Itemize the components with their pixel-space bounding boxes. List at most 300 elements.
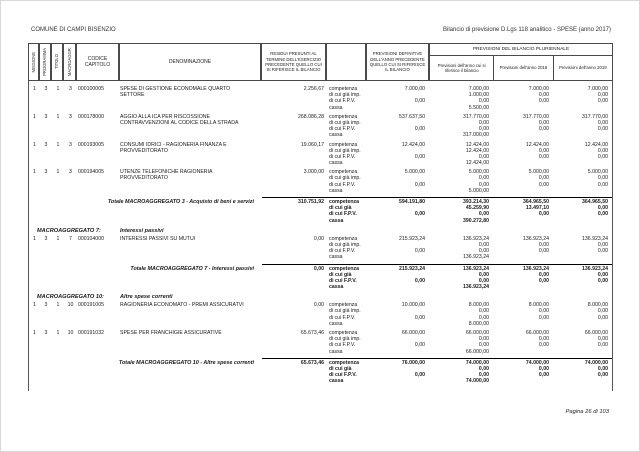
cell-anno-2018-line bbox=[492, 378, 549, 384]
cell-previsioni-definitive-line bbox=[365, 349, 425, 355]
cell-previsioni-definitive-line bbox=[365, 284, 425, 290]
cell-previsioni-definitive-line: 215.923,24 bbox=[399, 265, 425, 272]
cell-previsioni-definitive-line: 0,00 bbox=[414, 248, 425, 255]
cell-anno-2018-line: 136.923,24 bbox=[523, 235, 549, 242]
cell-anno-riferimento-line: 0,00 bbox=[478, 126, 489, 133]
cell-previsioni-definitive-line bbox=[365, 105, 425, 111]
cell-anno-2018-line bbox=[492, 105, 549, 111]
cell-anno-2018-line: 0,00 bbox=[538, 98, 549, 105]
cell-line-labels bbox=[327, 236, 365, 261]
cell-anno-riferimento bbox=[428, 142, 492, 167]
cell-previsioni-definitive bbox=[365, 86, 428, 111]
cell-residui bbox=[262, 330, 327, 355]
cell-anno-riferimento-line: 12.424,00 bbox=[465, 160, 489, 167]
table-header bbox=[28, 43, 613, 81]
cell-anno-riferimento-line: 390.272,80 bbox=[463, 217, 489, 224]
cell-residui-line: 65.673,46 bbox=[300, 359, 324, 366]
total-label: Totale MACROAGGREGATO 3 - Acquisto di beni e servizi bbox=[107, 199, 254, 205]
cell-macroaggregato bbox=[64, 86, 77, 111]
cell-codice-capitolo-value: 000194005 bbox=[78, 169, 104, 176]
cell-missione bbox=[29, 330, 40, 355]
cell-line-labels-line: di cui F.P.V. bbox=[329, 126, 356, 133]
cell-anno-2019-line: 0,00 bbox=[597, 314, 608, 321]
cell-anno-2018-line bbox=[492, 349, 549, 355]
cell-denominazione: UTENZE TELEFONICHE RAGIONERIA PROVVEDITORATO bbox=[120, 169, 213, 182]
cell-residui-line bbox=[262, 254, 324, 260]
cell-line-labels-line: di cui F.P.V. bbox=[329, 372, 357, 379]
cell-residui bbox=[262, 302, 327, 327]
cell-previsioni-definitive-line: 0,00 bbox=[414, 342, 425, 349]
cell-titolo-value: 1 bbox=[56, 302, 60, 309]
cell-residui-line bbox=[262, 160, 324, 166]
cell-previsioni-definitive-line: 0,00 bbox=[414, 153, 425, 160]
cell-residui-line: 2.256,67 bbox=[303, 86, 324, 92]
cell-line-labels-line: di cui F.P.V. bbox=[329, 314, 356, 321]
cell-programma-value: 3 bbox=[44, 330, 48, 336]
cell-anno-riferimento-line: 0,00 bbox=[478, 181, 489, 188]
cell-titolo bbox=[52, 114, 64, 139]
cell-missione-value: 1 bbox=[33, 169, 36, 176]
cell-anno-2018 bbox=[492, 169, 552, 194]
cell-anno-riferimento-line: 136.923,24 bbox=[463, 265, 489, 272]
cell-anno-riferimento-line: 0,00 bbox=[478, 277, 489, 284]
cell-macroaggregato-value: 7 bbox=[69, 235, 72, 242]
cell-previsioni-definitive-line: 76.000,00 bbox=[401, 359, 425, 366]
cell-residui-line bbox=[262, 132, 324, 138]
cell-anno-2018-line bbox=[492, 218, 549, 224]
cell-anno-riferimento-line: 1.000,00 bbox=[468, 92, 489, 99]
cell-titolo bbox=[52, 330, 64, 355]
cell-codice-capitolo-value: 000178000 bbox=[78, 113, 104, 120]
cell-titolo-value: 1 bbox=[56, 141, 60, 148]
cell-codice-capitolo bbox=[77, 114, 120, 139]
cell-line-labels-line: cassa bbox=[329, 378, 344, 385]
cell-programma-value: 3 bbox=[44, 113, 48, 120]
cell-missione-value: 1 bbox=[33, 86, 36, 92]
cell-codice-capitolo bbox=[77, 86, 120, 111]
cell-anno-riferimento-line: 136.923,24 bbox=[463, 235, 489, 242]
cell-residui-line: 0,00 bbox=[313, 265, 324, 272]
cell-missione-value: 1 bbox=[33, 302, 36, 309]
cell-line-labels-line: cassa bbox=[329, 348, 343, 355]
header-macroaggr bbox=[63, 43, 76, 81]
cell-anno-2019-line: 0,00 bbox=[597, 372, 608, 379]
cell-titolo-value: 1 bbox=[56, 113, 60, 120]
cell-anno-2018-line: 317.770,00 bbox=[523, 113, 549, 120]
cell-previsioni-definitive bbox=[365, 236, 428, 261]
cell-anno-riferimento bbox=[428, 114, 492, 139]
cell-residui bbox=[262, 360, 327, 385]
cell-line-labels-line: di cui già bbox=[329, 365, 352, 372]
cell-anno-2019 bbox=[552, 236, 611, 261]
cell-line-labels-line: competenza bbox=[329, 330, 358, 336]
cell-anno-riferimento-line: 66.000,00 bbox=[465, 348, 489, 355]
cell-missione bbox=[29, 142, 40, 167]
cell-anno-2018-line bbox=[492, 188, 549, 194]
total-row bbox=[29, 197, 612, 224]
cell-codice-capitolo-value: 000191032 bbox=[78, 330, 104, 336]
cell-line-labels-line: competenza bbox=[329, 265, 359, 272]
cell-previsioni-definitive-line: 5.000,00 bbox=[404, 169, 425, 176]
cell-anno-2019-line bbox=[552, 254, 608, 260]
cell-missione bbox=[29, 114, 40, 139]
cell-anno-riferimento-line: 0,00 bbox=[478, 336, 489, 343]
cell-anno-riferimento bbox=[428, 86, 492, 111]
cell-anno-2018-line: 364.965,50 bbox=[523, 199, 549, 205]
cell-codice-capitolo bbox=[77, 236, 120, 261]
cell-anno-2019 bbox=[552, 142, 611, 167]
cell-anno-2019-line: 0,00 bbox=[597, 153, 608, 160]
cell-anno-riferimento bbox=[428, 302, 492, 327]
cell-anno-2019-line: 0,00 bbox=[597, 271, 608, 278]
cell-macroaggregato bbox=[64, 330, 77, 355]
cell-previsioni-definitive-line: 0,00 bbox=[414, 126, 425, 133]
macroaggregato-section bbox=[29, 294, 612, 300]
cell-anno-2019-line: 0,00 bbox=[597, 175, 608, 182]
cell-anno-2018-line bbox=[492, 284, 549, 290]
cell-titolo bbox=[52, 169, 64, 194]
cell-line-labels-line: di cui F.P.V. bbox=[329, 248, 356, 255]
cell-line-labels-line: di cui già imp. bbox=[329, 92, 361, 99]
cell-previsioni-definitive-line bbox=[365, 188, 425, 194]
cell-anno-2019-line: 12.424,00 bbox=[584, 141, 608, 148]
cell-anno-riferimento-line: 0,00 bbox=[478, 119, 489, 126]
section-title: Altre spese correnti bbox=[120, 294, 173, 301]
cell-anno-2019 bbox=[552, 330, 611, 355]
cell-programma bbox=[40, 86, 52, 111]
header-anno-2019: Previsioni dell'anno 2019 bbox=[553, 56, 612, 80]
cell-anno-riferimento-line: 5.000,00 bbox=[468, 187, 489, 194]
cell-anno-2018-line: 0,00 bbox=[538, 365, 549, 372]
cell-anno-riferimento-line: 0,00 bbox=[478, 314, 489, 321]
cell-line-labels-line: di cui già imp. bbox=[329, 175, 361, 182]
cell-missione-value: 1 bbox=[33, 235, 36, 242]
cell-anno-riferimento-line: 0,00 bbox=[478, 365, 489, 372]
budget-row bbox=[29, 236, 612, 261]
table-body bbox=[28, 81, 613, 391]
cell-programma bbox=[40, 142, 52, 167]
header-anno-riferimento: Previsioni dell'anno cui si riferisce il bilancio bbox=[437, 62, 486, 73]
cell-line-labels-line: competenza bbox=[329, 86, 358, 92]
cell-anno-2018-line: 66.000,00 bbox=[525, 330, 549, 336]
macroaggregato-section bbox=[29, 228, 612, 234]
cell-previsioni-definitive-line: 10.000,00 bbox=[401, 302, 425, 309]
cell-anno-2018-line: 8.000,00 bbox=[528, 302, 549, 309]
total-label: Totale MACROAGGREGATO 10 - Altre spese correnti bbox=[118, 359, 254, 366]
cell-anno-2019-line: 0,00 bbox=[597, 119, 608, 126]
cell-anno-2018-line bbox=[492, 160, 549, 166]
cell-residui bbox=[262, 142, 327, 167]
cell-anno-2019-line: 0,00 bbox=[597, 365, 608, 372]
cell-line-labels-line: competenza bbox=[329, 235, 358, 242]
section-title: Interessi passivi bbox=[120, 227, 164, 234]
header-missione bbox=[28, 43, 39, 81]
cell-anno-riferimento-line: 5.000,00 bbox=[468, 169, 489, 176]
cell-residui bbox=[262, 236, 327, 261]
cell-codice-capitolo bbox=[77, 302, 120, 327]
cell-codice-capitolo-value: 000191005 bbox=[78, 302, 104, 309]
header-missione-label: MISSIONE bbox=[30, 51, 36, 73]
cell-titolo-value: 1 bbox=[56, 330, 60, 336]
header-anno-2018: Previsioni dell'anno 2018 bbox=[493, 56, 552, 80]
cell-previsioni-definitive bbox=[365, 302, 428, 327]
cell-anno-riferimento-line: 0,00 bbox=[478, 308, 489, 315]
cell-residui bbox=[262, 266, 327, 291]
cell-macroaggregato-value: 3 bbox=[69, 141, 72, 148]
cell-anno-2019 bbox=[552, 114, 611, 139]
cell-macroaggregato bbox=[64, 302, 77, 327]
cell-programma bbox=[40, 236, 52, 261]
cell-residui-line: 0,00 bbox=[313, 302, 324, 309]
cell-anno-riferimento bbox=[428, 169, 492, 194]
cell-anno-riferimento-line: 8.000,00 bbox=[468, 320, 489, 327]
cell-anno-2018-line: 0,00 bbox=[538, 277, 549, 284]
cell-anno-riferimento-line: 74.000,00 bbox=[465, 378, 489, 385]
cell-macroaggregato-value: 3 bbox=[69, 86, 72, 92]
cell-previsioni-definitive-line bbox=[365, 218, 425, 224]
cell-anno-riferimento-line: 0,00 bbox=[478, 342, 489, 349]
section-label: MACROAGGREGATO 7: bbox=[37, 227, 101, 234]
cell-previsioni-definitive-line bbox=[365, 378, 425, 384]
cell-anno-2018 bbox=[492, 266, 552, 291]
cell-anno-2019 bbox=[552, 266, 611, 291]
cell-anno-2019-line: 0,00 bbox=[597, 277, 608, 284]
cell-previsioni-definitive-line: 0,00 bbox=[414, 181, 425, 188]
budget-row bbox=[29, 169, 612, 194]
cell-anno-riferimento bbox=[428, 360, 492, 385]
cell-macroaggregato bbox=[64, 169, 77, 194]
header-denominazione: DENOMINAZIONE bbox=[119, 43, 261, 81]
cell-anno-2019-line: 0,00 bbox=[597, 336, 608, 343]
cell-anno-2018-line: 0,00 bbox=[538, 372, 549, 379]
cell-titolo bbox=[52, 302, 64, 327]
cell-line-labels-line: di cui F.P.V. bbox=[329, 98, 356, 105]
cell-anno-2019-line: 0,00 bbox=[597, 126, 608, 133]
cell-anno-2019-line bbox=[552, 160, 608, 166]
cell-anno-riferimento-line: 393.214,30 bbox=[463, 199, 489, 205]
header-programma-label: PROGRAMMA bbox=[42, 48, 48, 76]
cell-anno-2019-line: 317.770,00 bbox=[582, 113, 608, 120]
cell-line-labels-line: di cui F.P.V. bbox=[329, 342, 356, 349]
cell-residui bbox=[262, 114, 327, 139]
cell-residui-line bbox=[262, 105, 324, 111]
cell-programma bbox=[40, 330, 52, 355]
cell-line-labels-line: cassa bbox=[329, 320, 343, 327]
cell-macroaggregato bbox=[64, 236, 77, 261]
cell-anno-riferimento-line: 66.000,00 bbox=[465, 330, 489, 336]
cell-anno-2018 bbox=[492, 86, 552, 111]
cell-line-labels bbox=[327, 169, 365, 194]
cell-macroaggregato bbox=[64, 142, 77, 167]
cell-anno-2019-line bbox=[552, 349, 608, 355]
cell-residui-line: 268.086,28 bbox=[298, 113, 324, 120]
header-empty bbox=[326, 43, 366, 81]
header-pluriennale-title: PREVISIONI DEL BILANCIO PLURIENNALE bbox=[430, 44, 612, 56]
cell-anno-2018-line: 0,00 bbox=[538, 271, 549, 278]
cell-anno-riferimento-line: 74.000,00 bbox=[465, 359, 489, 366]
cell-anno-2019-line: 0,00 bbox=[597, 205, 608, 212]
cell-codice-capitolo-value: 000104000 bbox=[78, 235, 104, 242]
header-pluriennale-columns bbox=[430, 56, 612, 80]
cell-line-labels-line: cassa bbox=[329, 132, 343, 139]
cell-line-labels-line: di cui F.P.V. bbox=[329, 277, 357, 284]
cell-line-labels-line: competenza bbox=[329, 359, 359, 366]
cell-anno-riferimento-line: 8.000,00 bbox=[468, 302, 489, 309]
total-row bbox=[29, 358, 612, 385]
cell-missione bbox=[29, 169, 40, 194]
cell-anno-2018-line: 0,00 bbox=[538, 92, 549, 99]
cell-previsioni-definitive bbox=[365, 266, 428, 291]
header-codice-capitolo: CODICE CAPITOLO bbox=[76, 43, 119, 81]
cell-denominazione: SPESE DI GESTIONE ECONOMALE QUARTO SETTORE bbox=[120, 86, 231, 98]
cell-anno-2019-line: 0,00 bbox=[597, 342, 608, 349]
budget-row bbox=[29, 330, 612, 355]
header-titolo-label: TITOLO bbox=[54, 54, 60, 70]
cell-previsioni-definitive-line: 215.923,24 bbox=[399, 235, 425, 242]
cell-denominazione: INTERESSI PASSIVI SU MUTUI bbox=[120, 235, 196, 242]
cell-anno-2018 bbox=[492, 236, 552, 261]
cell-titolo bbox=[52, 236, 64, 261]
cell-anno-2019 bbox=[552, 199, 611, 224]
cell-anno-riferimento-line: 5.500,00 bbox=[468, 104, 489, 111]
cell-anno-riferimento bbox=[428, 236, 492, 261]
cell-anno-riferimento-line: 0,00 bbox=[478, 153, 489, 160]
cell-line-labels-line: competenza bbox=[329, 141, 358, 148]
cell-line-labels-line: cassa bbox=[329, 160, 343, 167]
cell-line-labels-line: di cui F.P.V. bbox=[329, 153, 356, 160]
cell-missione-value: 1 bbox=[33, 330, 36, 336]
cell-anno-2019-line: 0,00 bbox=[597, 308, 608, 315]
cell-anno-2018-line: 0,00 bbox=[538, 248, 549, 255]
cell-anno-riferimento-line: 7.000,00 bbox=[468, 86, 489, 92]
cell-previsioni-definitive-line: 0,00 bbox=[414, 372, 425, 379]
cell-anno-2018-line bbox=[492, 254, 549, 260]
cell-previsioni-definitive-line bbox=[365, 254, 425, 260]
cell-titolo bbox=[52, 86, 64, 111]
cell-anno-2018-line: 0,00 bbox=[538, 314, 549, 321]
cell-line-labels-line: di cui già imp. bbox=[329, 336, 361, 343]
cell-programma-value: 3 bbox=[44, 302, 48, 309]
cell-previsioni-definitive bbox=[365, 142, 428, 167]
total-label: Totale MACROAGGREGATO 7 - Interessi passivi bbox=[130, 265, 254, 272]
budget-row bbox=[29, 302, 612, 327]
cell-residui-line: 3.000,00 bbox=[303, 169, 324, 176]
header-residui: RESIDUI PRESUNTI AL TERMINE DELL'ESERCIZIO PRECEDENTE QUELLO CUI SI RIFERISCE IL BILANCIO bbox=[261, 43, 326, 81]
cell-anno-2019 bbox=[552, 169, 611, 194]
cell-anno-2018 bbox=[492, 302, 552, 327]
document-report-title: Bilancio di previsione D.Lgs 118 analitico - SPESE (anno 2017) bbox=[443, 27, 611, 33]
cell-anno-2018-line: 74.000,00 bbox=[525, 359, 549, 366]
cell-anno-riferimento-line: 317.770,00 bbox=[463, 113, 489, 120]
cell-residui-line bbox=[262, 284, 324, 290]
cell-line-labels bbox=[327, 302, 365, 327]
cell-previsioni-definitive bbox=[365, 169, 428, 194]
cell-previsioni-definitive-line: 594.191,80 bbox=[399, 199, 425, 205]
cell-anno-2018 bbox=[492, 360, 552, 385]
cell-anno-2018-line: 0,00 bbox=[538, 119, 549, 126]
budget-row bbox=[29, 86, 612, 111]
cell-programma-value: 3 bbox=[44, 86, 48, 92]
cell-line-labels-line: competenza bbox=[329, 199, 359, 205]
cell-anno-2018-line bbox=[492, 321, 549, 327]
cell-macroaggregato-value: 3 bbox=[69, 113, 72, 120]
header-macroaggr-label: MACROAGGR. bbox=[66, 47, 72, 77]
cell-anno-2019-line: 66.000,00 bbox=[584, 330, 608, 336]
cell-residui bbox=[262, 169, 327, 194]
cell-denominazione: RAGIONERIA ECONOMATO - PREMI ASSICURATVI bbox=[120, 302, 244, 309]
cell-previsioni-definitive bbox=[365, 360, 428, 385]
cell-denominazione: CONSUMI IDRICI - RAGIONERIA FINANZA E PROVVEDITORATO bbox=[120, 141, 227, 154]
cell-denominazione: SPESE PER FRANCHIGIE ASSICURATIVE bbox=[120, 330, 222, 336]
cell-programma bbox=[40, 114, 52, 139]
cell-line-labels-line: cassa bbox=[329, 187, 343, 194]
cell-anno-2018-line: 5.000,00 bbox=[528, 169, 549, 176]
cell-anno-2018-line: 12.424,00 bbox=[525, 141, 549, 148]
cell-programma-value: 3 bbox=[44, 169, 48, 176]
cell-anno-2019-line bbox=[552, 321, 608, 327]
cell-anno-2018-line: 0,00 bbox=[538, 308, 549, 315]
cell-anno-2018-line: 7.000,00 bbox=[528, 86, 549, 92]
cell-anno-2019-line bbox=[552, 378, 608, 384]
cell-anno-riferimento-line: 0,00 bbox=[478, 98, 489, 105]
cell-line-labels-line: di cui F.P.V. bbox=[329, 211, 357, 218]
cell-anno-2019-line: 364.965,50 bbox=[582, 199, 608, 205]
header-titolo bbox=[51, 43, 63, 81]
cell-anno-2019-line bbox=[552, 132, 608, 138]
cell-anno-2018 bbox=[492, 330, 552, 355]
cell-anno-2018-line: 0,00 bbox=[538, 126, 549, 133]
section-label: MACROAGGREGATO 10: bbox=[37, 294, 104, 301]
cell-titolo-value: 1 bbox=[56, 169, 60, 176]
cell-residui-line bbox=[262, 349, 324, 355]
cell-anno-2019 bbox=[552, 86, 611, 111]
total-rule bbox=[262, 264, 612, 265]
cell-line-labels-line: cassa bbox=[329, 217, 344, 224]
document-entity-title: COMUNE DI CAMPI BISENZIO bbox=[31, 27, 116, 33]
total-rule bbox=[262, 358, 612, 359]
cell-anno-2019-line: 0,00 bbox=[597, 211, 608, 218]
cell-line-labels bbox=[327, 199, 365, 224]
cell-anno-2018-line bbox=[492, 132, 549, 138]
cell-line-labels-line: di cui già bbox=[329, 205, 352, 212]
cell-titolo-value: 1 bbox=[56, 235, 60, 242]
cell-line-labels-line: cassa bbox=[329, 254, 343, 261]
cell-residui-line bbox=[262, 321, 324, 327]
cell-anno-riferimento-line: 12.424,00 bbox=[465, 141, 489, 148]
cell-anno-riferimento bbox=[428, 266, 492, 291]
cell-line-labels-line: competenza bbox=[329, 113, 358, 120]
total-row bbox=[29, 264, 612, 291]
cell-residui-line bbox=[262, 218, 324, 224]
cell-codice-capitolo bbox=[77, 169, 120, 194]
cell-anno-riferimento-line: 0,00 bbox=[478, 271, 489, 278]
cell-line-labels bbox=[327, 266, 365, 291]
cell-anno-riferimento-line: 12.424,00 bbox=[465, 147, 489, 154]
cell-anno-2019-line bbox=[552, 284, 608, 290]
cell-anno-2018-line: 0,00 bbox=[538, 153, 549, 160]
cell-previsioni-definitive bbox=[365, 199, 428, 224]
cell-titolo-value: 1 bbox=[56, 86, 60, 92]
total-rule bbox=[262, 197, 612, 198]
cell-anno-2019 bbox=[552, 360, 611, 385]
cell-anno-2018-line: 0,00 bbox=[538, 336, 549, 343]
cell-missione bbox=[29, 236, 40, 261]
cell-anno-2018 bbox=[492, 142, 552, 167]
cell-anno-2018-line: 13.497,10 bbox=[525, 205, 549, 212]
cell-macroaggregato bbox=[64, 114, 77, 139]
cell-previsioni-definitive-line: 7.000,00 bbox=[404, 86, 425, 92]
cell-residui-line bbox=[262, 188, 324, 194]
